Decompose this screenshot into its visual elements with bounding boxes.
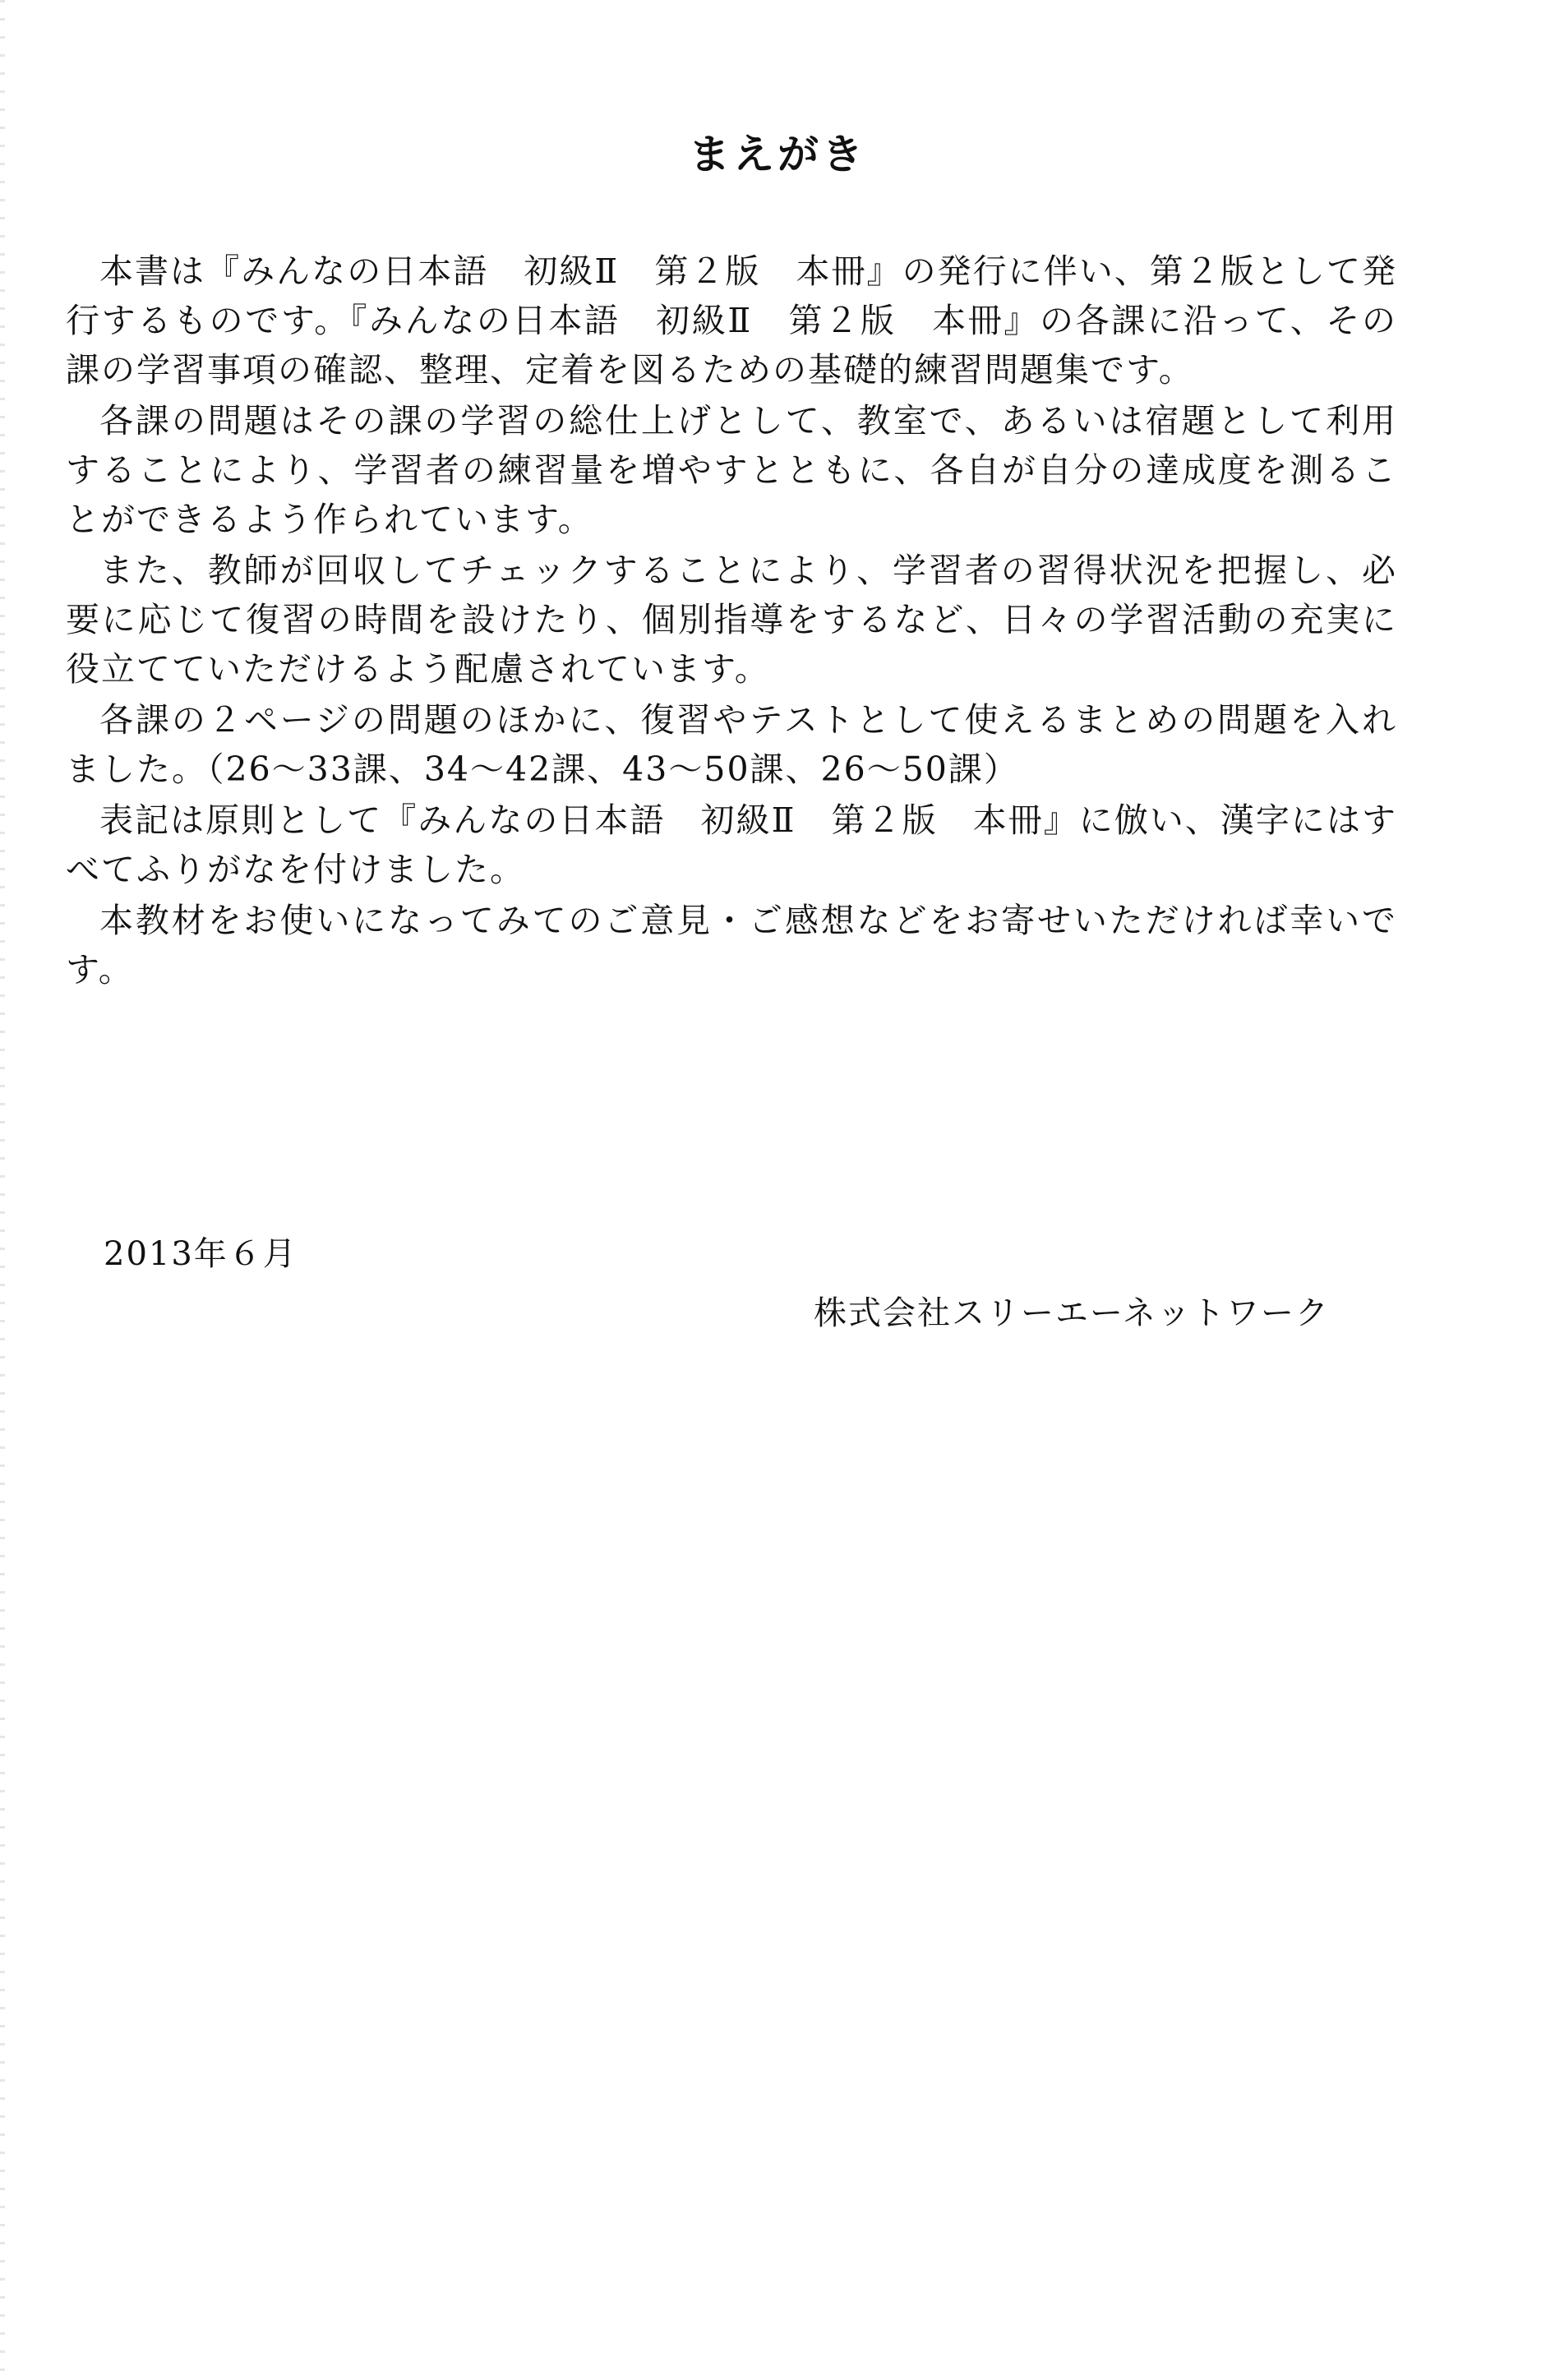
page-title: まえがき bbox=[689, 131, 866, 178]
paragraph-5: 表記は原則として『みんなの日本語 初級Ⅱ 第２版 本冊』に倣い、漢字にはすべてふりがなを付けました。 bbox=[66, 800, 1397, 889]
paragraph-6: 本教材をお使いになってみてのご意見・ご感想などをお寄せいただければ幸いです。 bbox=[66, 901, 1397, 989]
paragraph-1: 本書は『みんなの日本語 初級Ⅱ 第２版 本冊』の発行に伴い、第２版として発行するものです。『みんなの日本語 初級Ⅱ 第２版 本冊』の各課に沿って、その課の学習事項の確認、整理、定着を図るための基礎的練習問題集です。 bbox=[66, 251, 1397, 390]
paragraph-4: 各課の２ページの問題のほかに、復習やテストとして使えるまとめの問題を入れました。（26〜33課、34〜42課、43〜50課、26〜50課） bbox=[66, 700, 1397, 789]
publication-date: 2013年６月 bbox=[104, 1235, 298, 1273]
scan-edge-mark bbox=[0, 0, 5, 2380]
preface-body bbox=[66, 247, 1397, 996]
publisher-name: 株式会社スリーエーネットワーク bbox=[814, 1294, 1330, 1332]
paragraph-3: また、教師が回収してチェックすることにより、学習者の習得状況を把握し、必要に応じて復習の時間を設けたり、個別指導をするなど、日々の学習活動の充実に役立てていただけるよう配慮されています。 bbox=[66, 551, 1397, 689]
paragraph-2: 各課の問題はその課の学習の総仕上げとして、教室で、あるいは宿題として利用することにより、学習者の練習量を増やすとともに、各自が自分の達成度を測ることができるよう作られています。 bbox=[66, 401, 1397, 539]
